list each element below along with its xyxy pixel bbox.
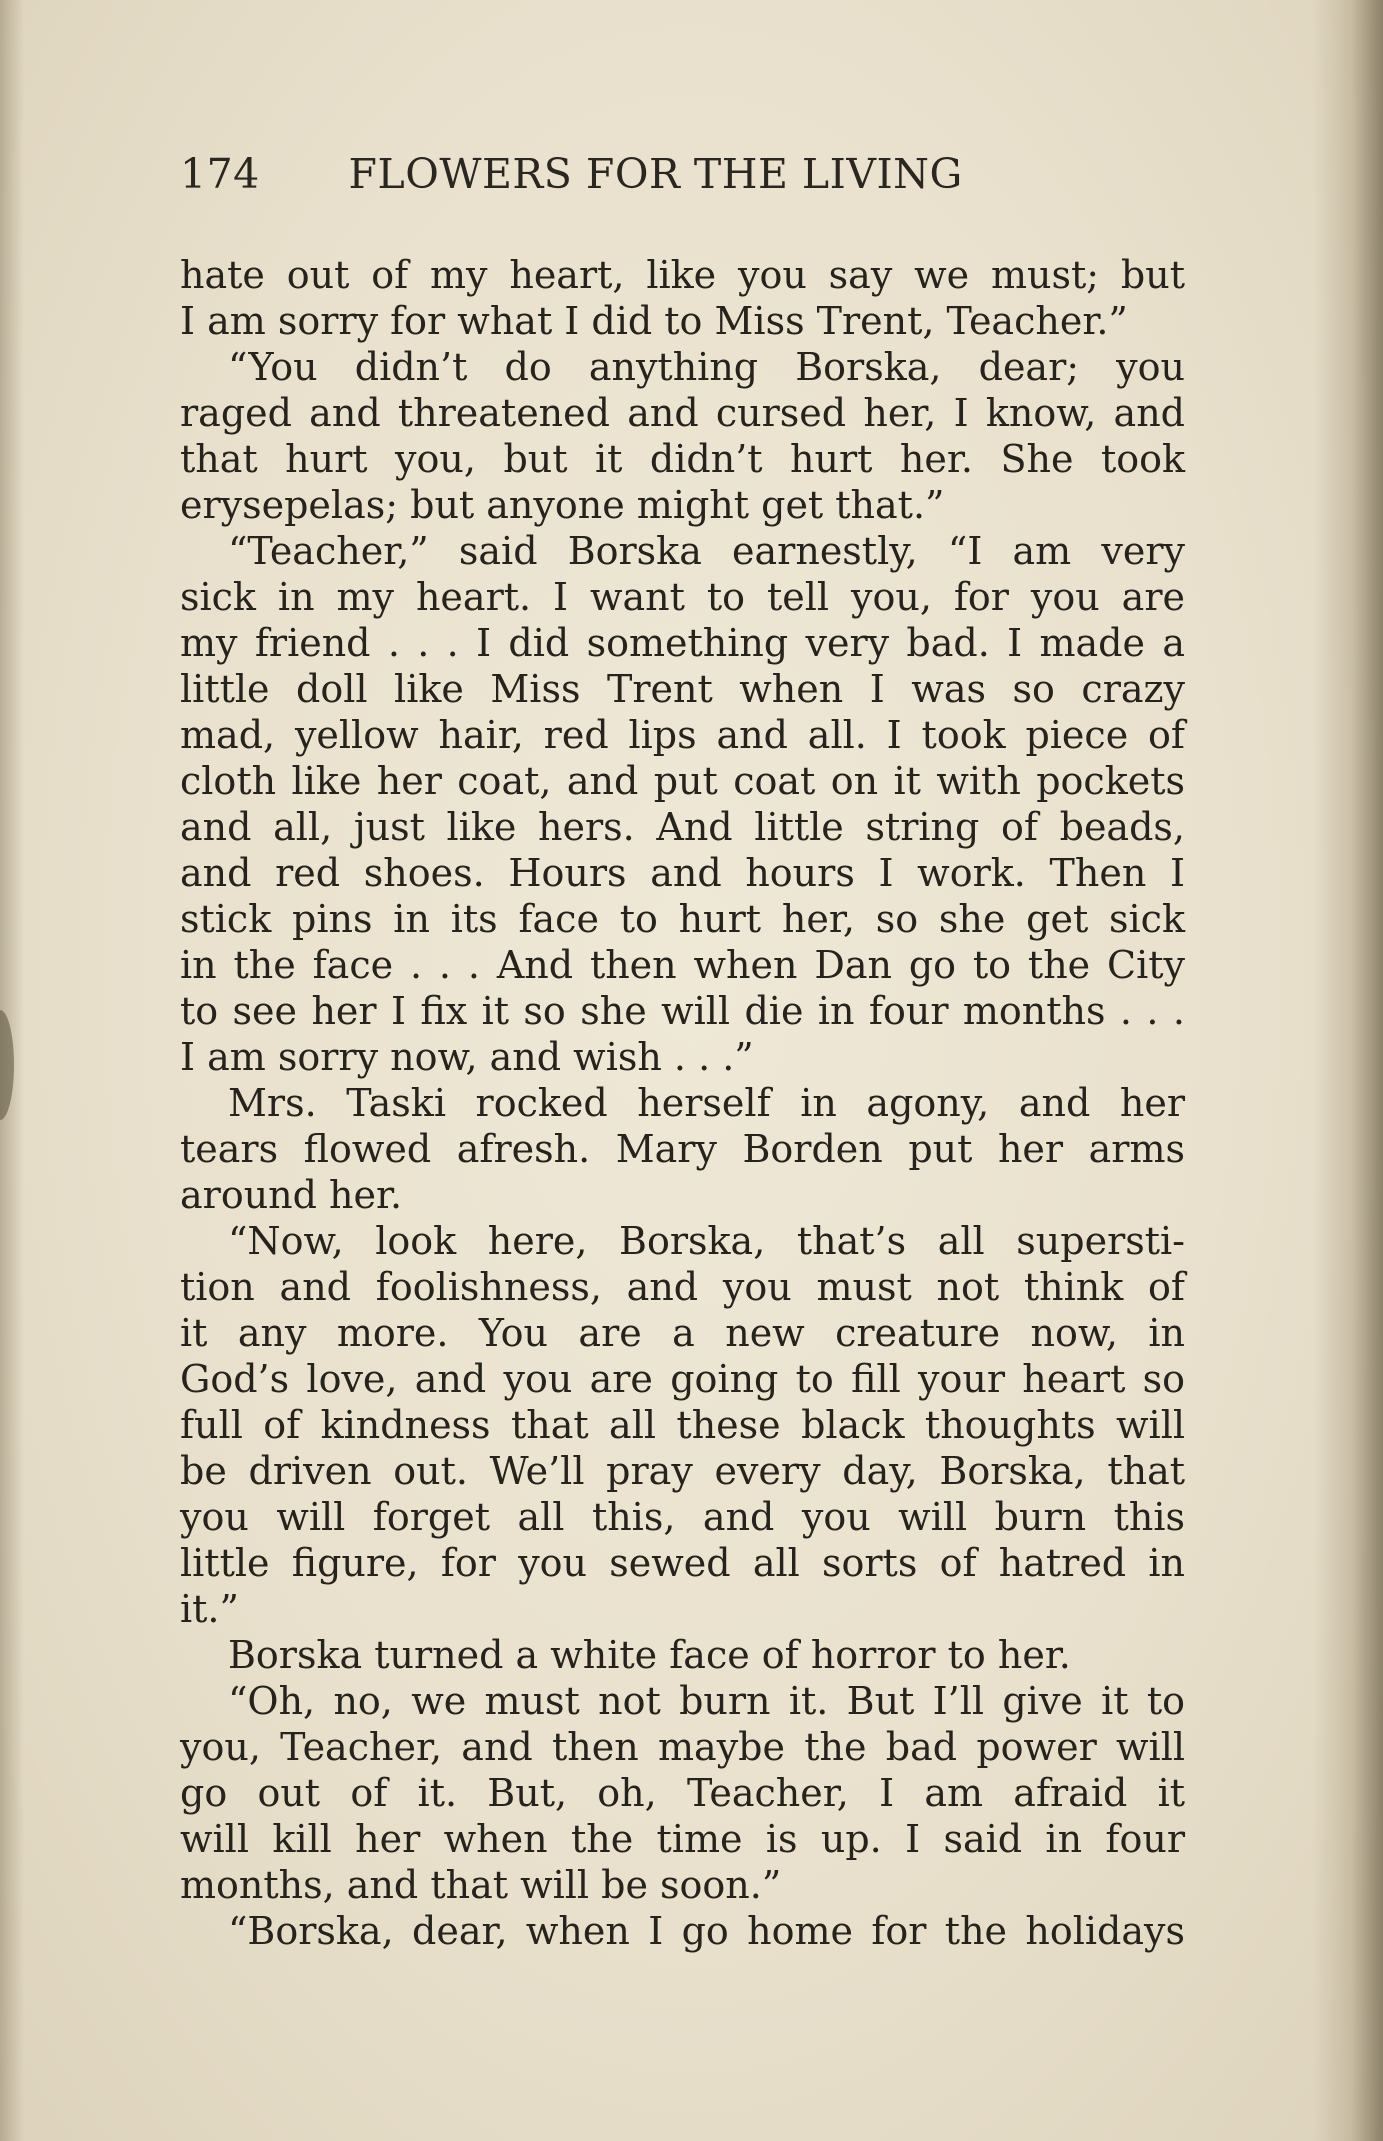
text-line: mad, yellow hair, red lips and all. I took piece of <box>180 713 1185 757</box>
text-line: raged and threatened and cursed her, I know, and <box>180 391 1185 435</box>
text-line: God’s love, and you are going to fill your heart so <box>180 1357 1185 1401</box>
text-line: stick pins in its face to hurt her, so she get sick <box>180 897 1185 941</box>
text-line: little doll like Miss Trent when I was so crazy <box>180 667 1185 711</box>
text-line: I am sorry now, and wish . . .” <box>180 1035 754 1079</box>
text-line: “Now, look here, Borska, that’s all supersti- <box>228 1219 1185 1263</box>
page-binding-shadow <box>1313 0 1383 2141</box>
text-line: be driven out. We’ll pray every day, Borska, that <box>180 1449 1185 1493</box>
text-line: go out of it. But, oh, Teacher, I am afraid it <box>180 1771 1185 1815</box>
text-line: it any more. You are a new creature now, in <box>180 1311 1185 1355</box>
text-line: tion and foolishness, and you must not think of <box>180 1265 1185 1309</box>
text-line: “You didn’t do anything Borska, dear; you <box>228 345 1185 389</box>
text-line: you, Teacher, and then maybe the bad power will <box>180 1725 1185 1769</box>
text-line: will kill her when the time is up. I said in four <box>180 1817 1185 1861</box>
text-line: in the face . . . And then when Dan go to the City <box>180 943 1185 987</box>
text-line: hate out of my heart, like you say we must; but <box>180 253 1185 297</box>
text-line: cloth like her coat, and put coat on it with pockets <box>180 759 1185 803</box>
text-line: and all, just like hers. And little string of beads, <box>180 805 1185 849</box>
text-line: tears flowed afresh. Mary Borden put her arms <box>180 1127 1185 1171</box>
text-line: to see her I fix it so she will die in four months . . . <box>180 989 1185 1033</box>
text-line: “Oh, no, we must not burn it. But I’ll give it to <box>228 1679 1185 1723</box>
text-line: sick in my heart. I want to tell you, for you are <box>180 575 1185 619</box>
text-line: “Borska, dear, when I go home for the holidays <box>228 1909 1185 1953</box>
page-number: 174 <box>180 150 260 198</box>
body-text <box>180 252 1185 1954</box>
text-line: “Teacher,” said Borska earnestly, “I am very <box>228 529 1185 573</box>
text-line: and red shoes. Hours and hours I work. Then I <box>180 851 1185 895</box>
text-line: Mrs. Taski rocked herself in agony, and her <box>228 1081 1185 1125</box>
text-line: months, and that will be soon.” <box>180 1863 782 1907</box>
text-line: Borska turned a white face of horror to her. <box>228 1633 1071 1677</box>
text-line: my friend . . . I did something very bad. I made a <box>180 621 1185 665</box>
running-title: FLOWERS FOR THE LIVING <box>348 150 963 198</box>
text-line: it.” <box>180 1587 239 1631</box>
text-line: you will forget all this, and you will burn this <box>180 1495 1185 1539</box>
text-line: that hurt you, but it didn’t hurt her. She took <box>180 437 1185 481</box>
text-line: full of kindness that all these black thoughts will <box>180 1403 1185 1447</box>
text-line: erysepelas; but anyone might get that.” <box>180 483 945 527</box>
page-header <box>180 150 1200 220</box>
text-line: I am sorry for what I did to Miss Trent, Teacher.” <box>180 299 1128 343</box>
text-line: little figure, for you sewed all sorts of hatred in <box>180 1541 1185 1585</box>
text-line: around her. <box>180 1173 403 1217</box>
